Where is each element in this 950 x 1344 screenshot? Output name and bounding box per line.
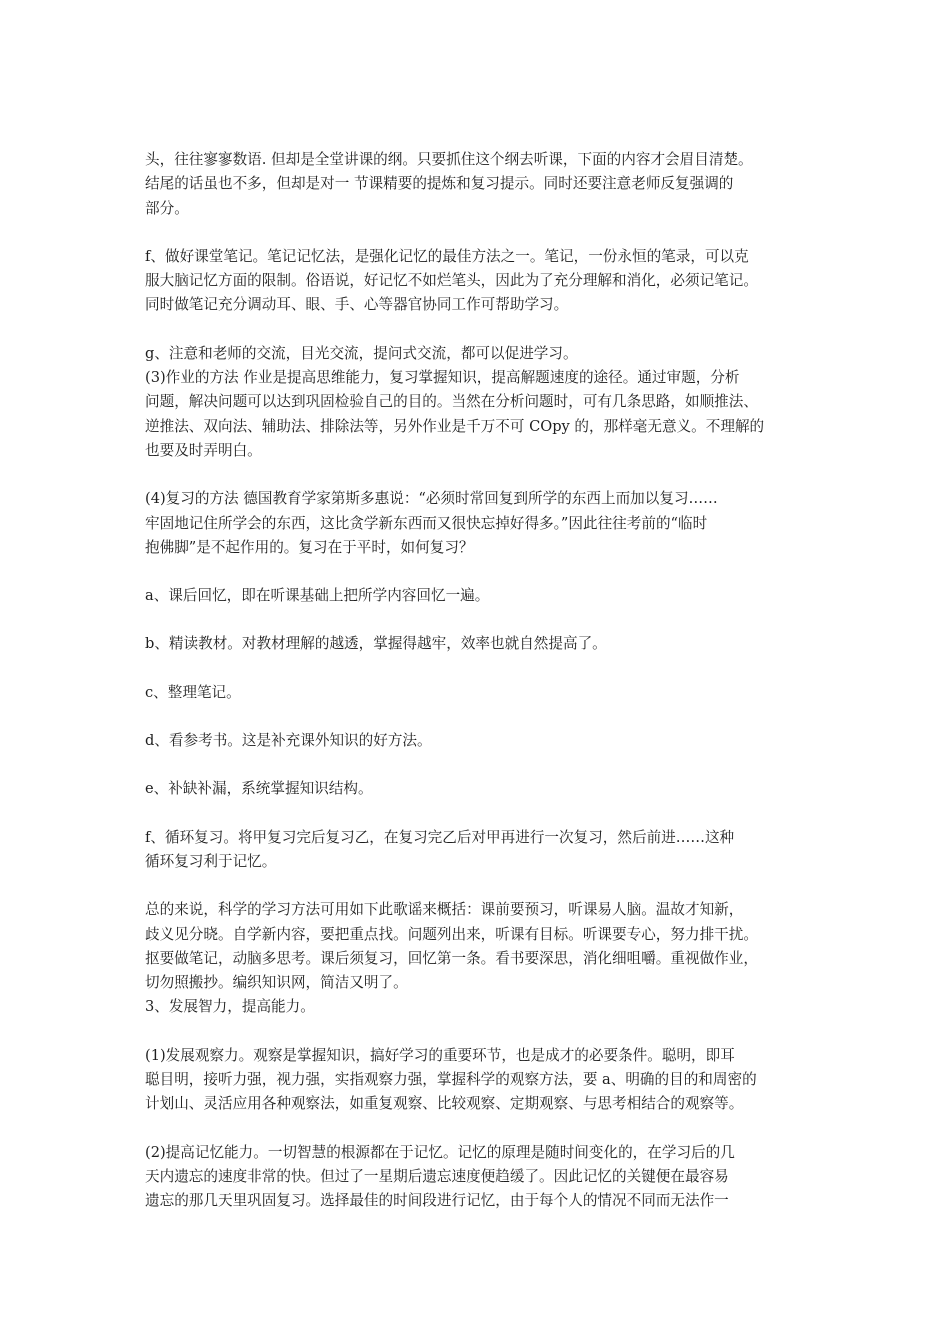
section-heading bbox=[145, 995, 815, 1019]
text-line: 服大脑记忆方面的限制。俗语说，好记忆不如烂笔头，因此为了充分理解和消化，必须记笔记。 bbox=[145, 272, 758, 290]
text-line: 问题，解决问题可以达到巩固检验自己的目的。当然在分析问题时，可有几条思路，如顺推法、 bbox=[145, 393, 758, 411]
paragraph bbox=[145, 729, 815, 753]
text-line: 也要及时弄明白。 bbox=[145, 441, 262, 459]
text-line: e、补缺补漏，系统掌握知识结构。 bbox=[145, 780, 373, 798]
text-line: 牢固地记住所学会的东西，这比贪学新东西而又很快忘掉好得多。”因此往往考前的“临时 bbox=[145, 514, 708, 532]
text-line: a、课后回忆，即在听课基础上把所学内容回忆一遍。 bbox=[145, 587, 490, 605]
text-line: 遗忘的那几天里巩固复习。选择最佳的时间段进行记忆，由于每个人的情况不同而无法作一 bbox=[145, 1192, 729, 1210]
text-line: 循环复习利于记忆。 bbox=[145, 852, 277, 870]
text-line: 计划山、灵活应用各种观察法，如重复观察、比较观察、定期观察、与思考相结合的观察等。 bbox=[145, 1095, 744, 1113]
text-line: 结尾的话虽也不多，但却是对一 节课精要的提炼和复习提示。同时还要注意老师反复强调的 bbox=[145, 175, 734, 193]
text-line: (2)提高记忆能力。一切智慧的根源都在于记忆。记忆的原理是随时间变化的，在学习后的几 bbox=[145, 1143, 735, 1161]
paragraph bbox=[145, 584, 815, 608]
text-line: 聪目明，接听力强，视力强，实指观察力强，掌握科学的观察方法，要 a、明确的目的和周密的 bbox=[145, 1071, 757, 1089]
text-line: f、循环复习。将甲复习完后复习乙，在复习完乙后对甲再进行一次复习，然后前进……这种 bbox=[145, 828, 735, 846]
paragraph bbox=[145, 366, 815, 463]
paragraph bbox=[145, 342, 815, 366]
paragraph bbox=[145, 898, 815, 995]
paragraph bbox=[145, 632, 815, 656]
paragraph bbox=[145, 1044, 815, 1117]
paragraph bbox=[145, 1141, 815, 1214]
text-line: d、看参考书。这是补充课外知识的好方法。 bbox=[145, 732, 432, 750]
text-line: (1)发展观察力。观察是掌握知识，搞好学习的重要环节，也是成才的必要条件。聪明，即耳 bbox=[145, 1046, 735, 1064]
paragraph bbox=[145, 245, 815, 318]
paragraph bbox=[145, 826, 815, 875]
paragraph bbox=[145, 681, 815, 705]
document-body bbox=[145, 148, 815, 1238]
text-line: (3)作业的方法 作业是提高思维能力，复习掌握知识，提高解题速度的途径。通过审题，分析 bbox=[145, 369, 740, 387]
text-line: c、整理笔记。 bbox=[145, 683, 241, 701]
text-line: 头，往往寥寥数语. 但却是全堂讲课的纲。只要抓住这个纲去听课，下面的内容才会眉目清楚。 bbox=[145, 151, 753, 168]
text-line: 抠要做笔记，动脑多思考。课后须复习，回忆第一条。看书要深思，消化细咀嚼。重视做作业， bbox=[145, 949, 758, 967]
text-line: 同时做笔记充分调动耳、眼、手、心等器官协同工作可帮助学习。 bbox=[145, 296, 569, 314]
paragraph bbox=[145, 777, 815, 801]
text-line: 抱佛脚”是不起作用的。复习在于平时，如何复习？ bbox=[145, 538, 474, 556]
paragraph bbox=[145, 487, 815, 560]
text-line: f、做好课堂笔记。笔记记忆法，是强化记忆的最佳方法之一。笔记，一份永恒的笔录，可以克 bbox=[145, 247, 749, 265]
text-line: 天内遗忘的速度非常的快。但过了一星期后遗忘速度便趋缓了。因此记忆的关键便在最容易 bbox=[145, 1167, 729, 1185]
text-line: 总的来说，科学的学习方法可用如下此歌谣来概括：课前要预习，听课易人脑。温故才知新， bbox=[145, 901, 744, 919]
text-line: 切勿照搬抄。编织知识网，简洁又明了。 bbox=[145, 974, 408, 992]
text-line: 3、发展智力，提高能力。 bbox=[145, 998, 315, 1016]
paragraph bbox=[145, 148, 815, 221]
text-line: 部分。 bbox=[145, 199, 189, 217]
text-line: 歧义见分晓。自学新内容，要把重点找。问题列出来，听课有目标。听课要专心，努力排干扰。 bbox=[145, 925, 758, 943]
text-line: 逆推法、双向法、辅助法、排除法等，另外作业是千万不可 COpy 的，那样毫无意义。不理解的 bbox=[145, 417, 765, 435]
text-line: b、精读教材。对教材理解的越透，掌握得越牢，效率也就自然提高了。 bbox=[145, 635, 607, 653]
text-line: (4)复习的方法 德国教育学家第斯多惠说：“必须时常回复到所学的东西上而加以复习…… bbox=[145, 490, 718, 508]
text-line: g、注意和老师的交流，目光交流，提问式交流，都可以促进学习。 bbox=[145, 344, 578, 362]
